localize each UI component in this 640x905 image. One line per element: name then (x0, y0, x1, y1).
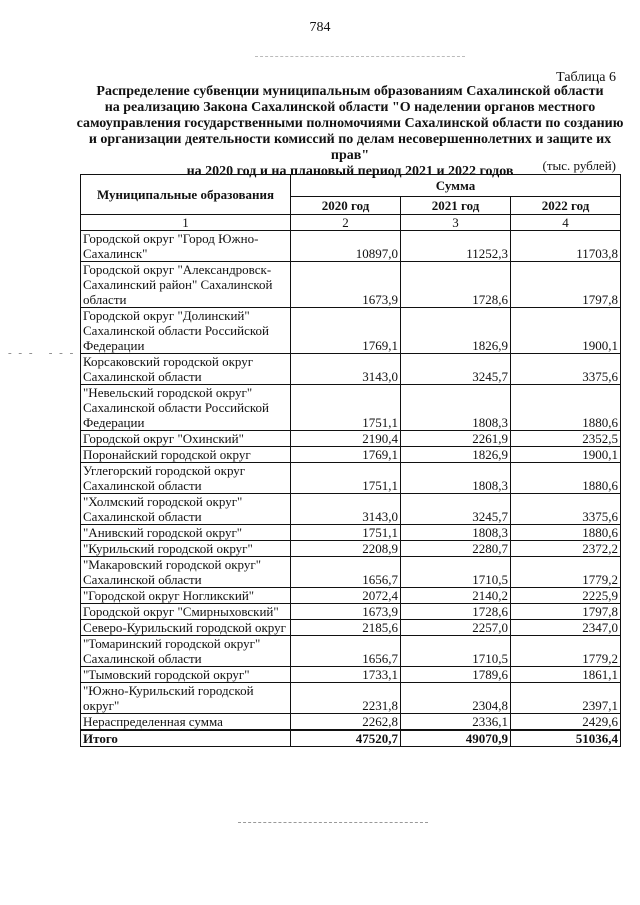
value-2021: 1710,5 (401, 557, 511, 588)
page-number: 784 (309, 20, 331, 35)
value-2021: 1808,3 (401, 525, 511, 541)
value-2021: 1808,3 (401, 385, 511, 431)
municipality-name: Северо-Курильский городской округ (81, 620, 291, 636)
value-2020: 2231,8 (291, 683, 401, 714)
table-row (81, 385, 621, 431)
total-2021: 49070,9 (401, 730, 511, 747)
value-2021: 1826,9 (401, 447, 511, 463)
value-2022: 1779,2 (511, 636, 621, 667)
value-2022: 2397,1 (511, 683, 621, 714)
municipality-name: "Анивский городской округ" (81, 525, 291, 541)
value-2020: 1769,1 (291, 308, 401, 354)
table-row (81, 620, 621, 636)
value-2022: 1779,2 (511, 557, 621, 588)
value-2021: 1826,9 (401, 308, 511, 354)
table-row (81, 463, 621, 494)
margin-marks: - - - - - - (8, 347, 76, 359)
header-year-2021: 2021 год (401, 197, 511, 215)
table-label: Таблица 6 (556, 70, 616, 85)
value-2022: 1797,8 (511, 604, 621, 620)
table-row (81, 557, 621, 588)
municipality-name: Городской округ "Город Южно-Сахалинск" (81, 231, 291, 262)
table-row (81, 231, 621, 262)
column-index: 3 (401, 215, 511, 231)
value-2021: 1728,6 (401, 262, 511, 308)
table-row (81, 541, 621, 557)
total-2022: 51036,4 (511, 730, 621, 747)
table-row (81, 525, 621, 541)
header-year-2020: 2020 год (291, 197, 401, 215)
table-row (81, 636, 621, 667)
municipality-name: "Невельский городской округ" Сахалинской области Российской Федерации (81, 385, 291, 431)
column-index: 1 (81, 215, 291, 231)
header-municipalities: Муниципальные образования (81, 175, 291, 215)
title-line: на реализацию Закона Сахалинской области "О наделении органов местного (104, 100, 596, 115)
municipality-name: Углегорский городской округ Сахалинской области (81, 463, 291, 494)
value-2022: 1880,6 (511, 525, 621, 541)
units-label: (тыс. рублей) (542, 158, 616, 173)
value-2020: 1656,7 (291, 636, 401, 667)
value-2022: 1880,6 (511, 463, 621, 494)
value-2022: 1900,1 (511, 447, 621, 463)
value-2021: 2257,0 (401, 620, 511, 636)
table-row (81, 604, 621, 620)
scan-artifact-line (255, 56, 465, 57)
value-2021: 2304,8 (401, 683, 511, 714)
value-2021: 11252,3 (401, 231, 511, 262)
municipality-name: "Городской округ Ногликский" (81, 588, 291, 604)
value-2021: 3245,7 (401, 494, 511, 525)
column-index: 4 (511, 215, 621, 231)
table-row (81, 447, 621, 463)
value-2021: 2336,1 (401, 714, 511, 731)
value-2022: 2429,6 (511, 714, 621, 731)
header-year-2022: 2022 год (511, 197, 621, 215)
municipality-name: Городской округ "Охинский" (81, 431, 291, 447)
value-2022: 2352,5 (511, 431, 621, 447)
value-2022: 3375,6 (511, 494, 621, 525)
value-2020: 1769,1 (291, 447, 401, 463)
value-2020: 2190,4 (291, 431, 401, 447)
total-2020: 47520,7 (291, 730, 401, 747)
value-2020: 1673,9 (291, 604, 401, 620)
value-2021: 1808,3 (401, 463, 511, 494)
scan-artifact-line (238, 822, 428, 823)
value-2020: 2072,4 (291, 588, 401, 604)
value-2020: 2185,6 (291, 620, 401, 636)
municipality-name: Городской округ "Смирныховский" (81, 604, 291, 620)
value-2022: 1797,8 (511, 262, 621, 308)
table-row (81, 262, 621, 308)
value-2021: 1789,6 (401, 667, 511, 683)
value-2020: 2262,8 (291, 714, 401, 731)
municipality-name: "Тымовский городской округ" (81, 667, 291, 683)
value-2020: 1733,1 (291, 667, 401, 683)
municipality-name: "Холмский городской округ" Сахалинской области (81, 494, 291, 525)
value-2020: 10897,0 (291, 231, 401, 262)
value-2022: 3375,6 (511, 354, 621, 385)
value-2022: 2372,2 (511, 541, 621, 557)
table-body (81, 231, 621, 731)
municipality-name: Поронайский городской округ (81, 447, 291, 463)
value-2020: 1751,1 (291, 385, 401, 431)
value-2022: 1861,1 (511, 667, 621, 683)
value-2022: 2347,0 (511, 620, 621, 636)
value-2022: 2225,9 (511, 588, 621, 604)
municipality-name: "Южно-Курильский городской округ" (81, 683, 291, 714)
column-index: 2 (291, 215, 401, 231)
table-row (81, 431, 621, 447)
municipality-name: Городской округ "Александровск-Сахалинский район" Сахалинской области (81, 262, 291, 308)
title-line: на 2020 год и на плановый период 2021 и 2022 годов (186, 164, 514, 179)
value-2020: 1751,1 (291, 463, 401, 494)
table-row (81, 308, 621, 354)
subvention-table (80, 174, 621, 747)
value-2021: 2280,7 (401, 541, 511, 557)
value-2020: 3143,0 (291, 494, 401, 525)
value-2020: 1751,1 (291, 525, 401, 541)
value-2020: 1656,7 (291, 557, 401, 588)
municipality-name: Корсаковский городской округ Сахалинской области (81, 354, 291, 385)
value-2020: 2208,9 (291, 541, 401, 557)
municipality-name: "Томаринский городской округ" Сахалинской области (81, 636, 291, 667)
municipality-name: "Макаровский городской округ" Сахалинской области (81, 557, 291, 588)
value-2020: 1673,9 (291, 262, 401, 308)
municipality-name: Городской округ "Долинский" Сахалинской области Российской Федерации (81, 308, 291, 354)
table-row (81, 667, 621, 683)
value-2022: 1880,6 (511, 385, 621, 431)
total-row (81, 730, 621, 747)
table-row (81, 714, 621, 731)
header-sum: Сумма (291, 175, 621, 197)
value-2021: 2140,2 (401, 588, 511, 604)
table-row (81, 588, 621, 604)
value-2021: 1728,6 (401, 604, 511, 620)
value-2022: 11703,8 (511, 231, 621, 262)
value-2022: 1900,1 (511, 308, 621, 354)
value-2021: 3245,7 (401, 354, 511, 385)
title-line: самоуправления государственными полномочиями Сахалинской области по созданию (76, 116, 624, 131)
table-row (81, 494, 621, 525)
table-row (81, 354, 621, 385)
municipality-name: "Курильский городской округ" (81, 541, 291, 557)
title-line: и организации деятельности комиссий по делам несовершеннолетних и защите их прав" (88, 132, 612, 163)
value-2021: 1710,5 (401, 636, 511, 667)
title-line: Распределение субвенции муниципальным образованиям Сахалинской области (96, 84, 604, 99)
municipality-name: Нераспределенная сумма (81, 714, 291, 731)
table-row (81, 683, 621, 714)
value-2020: 3143,0 (291, 354, 401, 385)
total-label: Итого (81, 730, 291, 747)
value-2021: 2261,9 (401, 431, 511, 447)
